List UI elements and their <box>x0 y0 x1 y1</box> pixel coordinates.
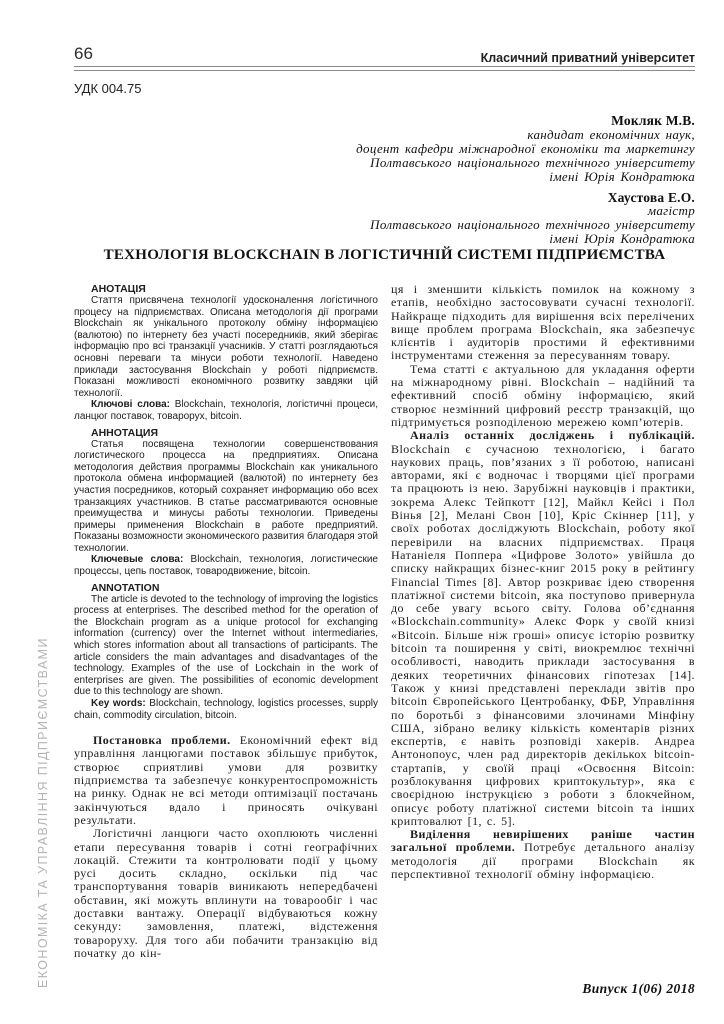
page-number: 66 <box>74 44 93 63</box>
author-name: Хаустова Е.О. <box>607 189 695 205</box>
udc-code: УДК 004.75 <box>74 81 142 96</box>
abstract-body-ua: Стаття присвячена технології удосконалення логістичного процесу на підприємствах. Описана методологія дії програми Blockchain як унікального протоколу обміну інформацією (валютою) по інтернету без участі посередників, який зберігає інформацію про всі транзакції учасників. У статті розглядаються основні переваги та мінуси роботи технології. Наведено приклади застосування Blockchain у роботі підприємств. Показані можливості економічного розвитку завдяки цій технології. <box>74 295 378 399</box>
right-column <box>391 283 695 881</box>
article-title: ТЕХНОЛОГІЯ BLOCKCHAIN В ЛОГІСТИЧНІЙ СИСТЕМІ ПІДПРИЄМСТВА <box>103 247 666 263</box>
author-credential: магістр <box>647 203 695 219</box>
author-affiliation: імені Юрія Кондратюка <box>549 231 695 247</box>
author-name: Мокляк М.В. <box>611 113 695 128</box>
keywords-ua <box>74 399 378 422</box>
author-affiliation: Полтавського національного технічного університету <box>370 217 695 233</box>
abstract-body-en: The article is devoted to the technology of improving the logistics process at enterprises. The described method for the operation of the Blockchain program as a unique protocol for exchanging information (currency) over the Internet without intermediaries, which stores information about all transactions of participants. The article considers the main advantages and disadvantages of the technology. Examples of the use of Lockchain in the work of enterprises are given. The possibilities of economic development due to this technology are shown. <box>74 593 378 698</box>
keywords-label-ru: Ключевые слова: <box>91 554 191 566</box>
paragraph <box>391 828 695 881</box>
abstract-heading-ru: АННОТАЦИЯ <box>91 426 159 439</box>
section-vertical-label: ЕКОНОМІКА ТА УПРАВЛІННЯ ПІДПРИЄМСТВАМИ <box>36 637 50 988</box>
section-lead: Аналіз останніх досліджень і публікацій. <box>410 428 695 443</box>
authors-block <box>356 114 695 246</box>
keywords-ru <box>74 554 378 577</box>
issue-label: Випуск 1(06) 2018 <box>582 981 695 996</box>
section-lead: Постановка проблеми. <box>93 733 240 748</box>
keywords-text-ua: Blockchain, технологія, логістичні процеси, ланцюг поставок, товарорух, bitcoin. <box>74 399 379 422</box>
header-divider <box>74 66 695 71</box>
keywords-en <box>74 698 378 721</box>
paragraph-text: Потребує детального аналізу методологія дії програми Blockchain як перспективної технології обміну інформацією. <box>391 840 695 882</box>
author-credential: доцент кафедри міжнародної економіки та маркетингу <box>356 140 695 156</box>
paragraph <box>74 734 378 827</box>
author-credential: кандидат економічних наук, <box>527 126 695 142</box>
journal-name: Класичний приватний університет <box>480 51 695 65</box>
paragraph-text: Blockchain є сучасною технологією, і багато наукових праць, пов’язаних з її роботою, написані авторами, які є водночас і творцями цієї програми та працюють із нею. Зарубіжні науковців і практики, зокрема Алекс Тейпкотт [12], Майкл Кейсі і Пол Вінья [2], Мелані Свон [10], Кріс Скіннер [11], у своїх роботах досліджують Blockchain, роботу якої перевірили на власних підприємствах. Праця Натаніеля Поппера «Цифрове Золото» увійшла до списку найкращих бізнес-книг 2015 року в рейтингу Financial Times [8]. Автор розкриває ідею створення платіжної системи bitcoin, яка поступово привернула до себе увагу всього світу. Голова об’єднання «Blockchain.community» Алекс Форк у своїй книзі «Bitcoin. Більше ніж гроші» описує історію розвитку bitcoin та поширення у світі, виокремлює технічні особливості, наводить приклади застосування в деяких теоретичних фінансових гіпотезах [14]. Також у книзі представлені переклади звітів про bitcoin Європейського Центробанку, ФБР, Управління по боротьбі з фінансовими злочинами Мінфіну США, зібрано велику кількість коментарів різних експертів, є навіть розповіді хакерів. Андреа Антонопоус, член рад директорів декількох bitcoin-стартапів, у своїй праці «Освоєння Bitcoin: розблокування цифрових криптокультур», яка є своєрідною інструкцією з роботи з блокчейном, описує роботу платіжної системи bitcoin та інших криптовалют [1, с. 5]. <box>391 441 695 828</box>
left-column <box>74 283 378 960</box>
keywords-label-en: Key words: <box>91 698 150 709</box>
abstract-heading-en: ANNOTATION <box>91 581 160 594</box>
abstract-body-ru: Статья посвящена технологии совершенствования логистического процесса на предприятиях. Описана методология действия программы Blockchain как уникального протокола обмена информацией (валютой) по интернету без участия посредников, который сохраняет информацию обо всех транзакциях участников. В статье рассматриваются основные преимущества и минусы работы технологии. Приведены примеры применения Blockchain в работе предприятий. Показаны возможности экономического развития благодаря этой технологии. <box>74 438 378 554</box>
author-affiliation: імені Юрія Кондратюка <box>549 168 695 184</box>
paragraph <box>391 429 695 828</box>
abstract-heading-ua: АНОТАЦІЯ <box>91 283 146 295</box>
body-text-left <box>74 734 378 960</box>
author-affiliation: Полтавського національного технічного університету <box>370 154 695 170</box>
section-lead: Виділення невирішених раніше частин загальної проблеми. <box>391 827 695 855</box>
paragraph: ця і зменшити кількість помилок на кожному з етапів, необхідно застосовувати сучасні технології. Найкраще підходить для вирішення всіх перелічених вище проблем програма Blockchain, яка забезпечує клієнтів і аудиторів простими й ефективними інструментами стеження за пересуванням товару. <box>391 282 695 363</box>
paragraph: Тема статті є актуальною для укладання оферти на міжнародному рівні. Blockchain – надійний та ефективний спосіб обміну інформацією, який створює незмінний цифровий реєстр транзакцій, що підтримується розподіленою мережею комп’ютерів. <box>391 361 695 429</box>
keywords-text-ru: Blockchain, технология, логистические процессы, цепь поставок, товародвижение, bitcoin. <box>74 554 378 578</box>
keywords-label-ua: Ключові слова: <box>91 399 175 411</box>
keywords-text-en: Blockchain, technology, logistics processes, supply chain, commodity circulation, bitcoin. <box>74 698 378 721</box>
paragraph: Логістичні ланцюги часто охоплюють численні етапи пересування товарів і сотні географічних локацій. Стежити та контролювати події у цьому русі досить складно, оскільки під час транспортування товарів виникають непередбачені обставин, які можуть вплинути на товарообіг і час доставки вантажу. Операції відбуваються кожну секунду: замовлення, платежі, відстеження товароруху. Для того аби побачити транзакцію від початку до кін- <box>74 826 378 960</box>
paragraph-text: Економічний ефект від управління ланцюгами поставок збільшує прибуток, створює сприятливі умови для розвитку підприємства та забезпечує конкурентоспроможність на ринку. Однак не всі методи оптимізації постачань закінчуються вдало і приносять очікувані результати. <box>74 733 378 827</box>
abstracts-block <box>74 283 378 721</box>
